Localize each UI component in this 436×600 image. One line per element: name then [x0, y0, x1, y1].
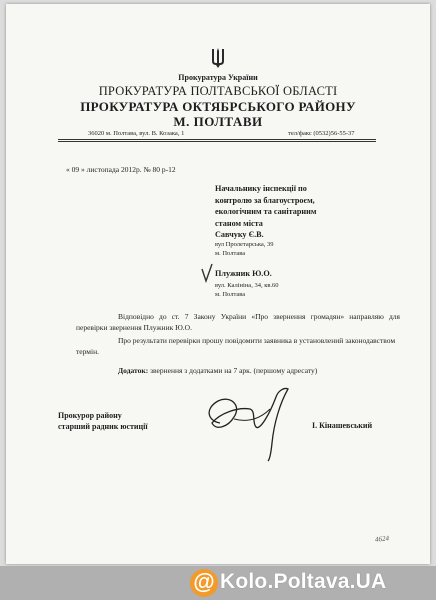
recipient-2-street: вул. Калініна, 34, кв.60	[215, 282, 279, 289]
city-header: М. ПОЛТАВИ	[173, 114, 263, 129]
enclosure-line	[118, 366, 317, 375]
handwritten-signature	[190, 383, 305, 463]
ministry-header: Прокуратура України	[178, 73, 258, 82]
recipient-1-street: вул Пролетарська, 39	[215, 241, 274, 248]
enclosure-text: звернення з додатками на 7 арк. (першому адресату)	[150, 366, 318, 375]
district-header: ПРОКУРАТУРА ОКТЯБРСЬКОГО РАЙОНУ	[80, 99, 356, 114]
trident-emblem-icon	[210, 46, 226, 70]
office-phone: тел/факс (0532)56-55-37	[288, 130, 355, 137]
signer-name: І. Кінашевський	[312, 421, 373, 430]
checkmark-icon	[200, 263, 214, 283]
body-paragraph-2: Про результати перевірки прошу повідомити заявника в установлений законодавством термін.	[76, 336, 396, 356]
recipient-2-name: Плужник Ю.О.	[215, 269, 272, 278]
header-divider	[58, 139, 376, 140]
recipient-2-city: м. Полтава	[215, 291, 246, 298]
header-divider-secondary	[58, 141, 376, 142]
document-date-number: « 09 » листопада 2012р. № 80 р-12	[66, 165, 176, 174]
handwritten-registration-number: 4624	[374, 534, 390, 544]
recipient-1-name: Савчуку Є.В.	[215, 230, 264, 239]
recipient-1-block	[215, 183, 405, 241]
recipient-2-address	[215, 281, 279, 299]
body-paragraph-1: Відповідно до ст. 7 Закону України «Про звернення громадян» направляю для перевірки звернення Плужник Ю.О.	[76, 312, 400, 332]
recipient-1-line: контролю за благоустроєм,	[215, 195, 315, 205]
oblast-header: ПРОКУРАТУРА ПОЛТАВСЬКОЇ ОБЛАСТІ	[98, 84, 338, 98]
recipient-1-line: станом міста	[215, 218, 263, 228]
recipient-1-city: м. Полтава	[215, 250, 246, 257]
recipient-1-line: екологічним та санітарним	[215, 207, 317, 216]
at-sign-icon: @	[190, 569, 218, 597]
signatory-rank: старший радник юстиції	[58, 422, 148, 431]
recipient-1-line: Начальнику інспекції по	[215, 184, 307, 193]
office-address: 36020 м. Полтава, вул. В. Козака, 1	[88, 130, 185, 137]
recipient-1-address	[215, 240, 274, 258]
watermark-site-name[interactable]: Kolo.Poltava.UA	[220, 570, 387, 593]
enclosure-label: Додаток:	[118, 366, 149, 375]
signatory-title	[58, 410, 148, 432]
signatory-position: Прокурор району	[58, 411, 122, 420]
